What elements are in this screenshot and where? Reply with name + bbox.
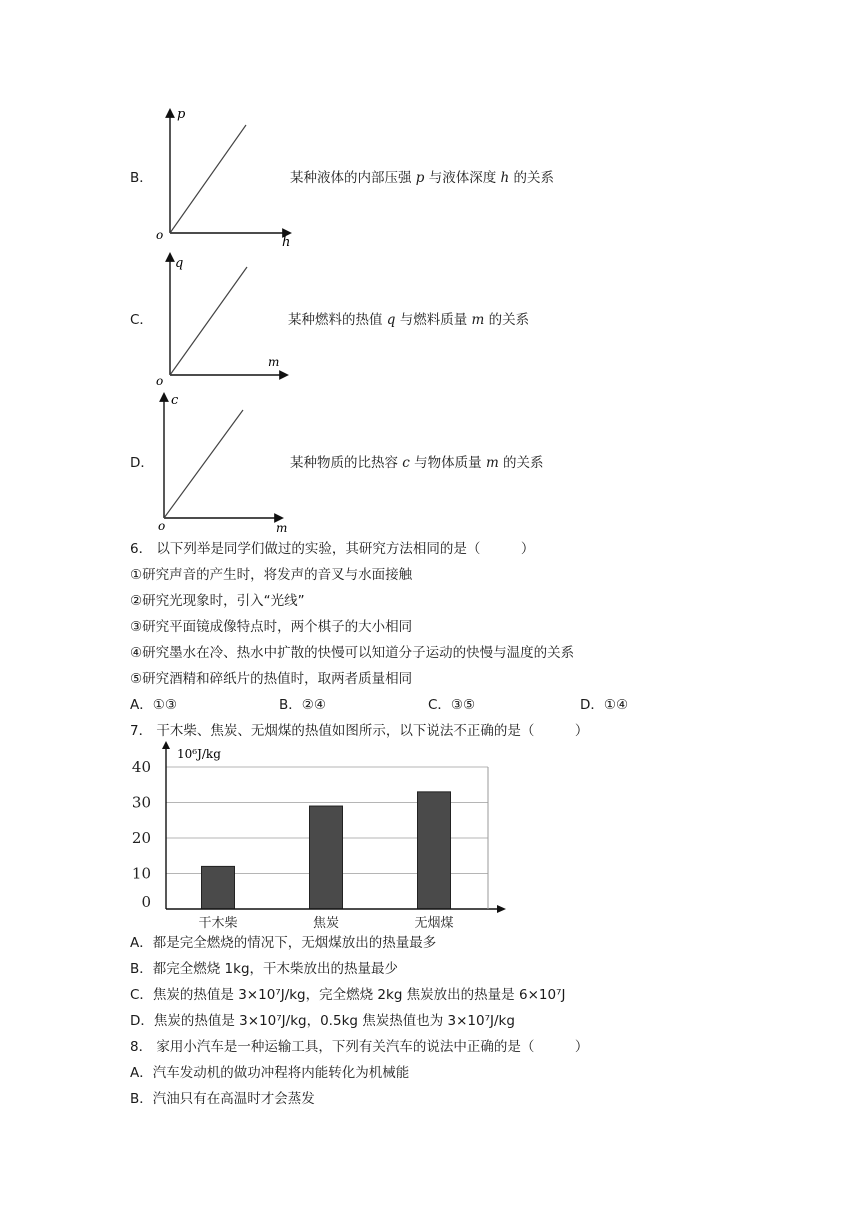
chart-y-tick-label: 20 — [131, 829, 151, 847]
chart-x-tick-label: 干木柴 — [198, 916, 238, 931]
chart-y-tick-label: 40 — [131, 758, 151, 776]
y-axis-label: c — [171, 393, 179, 408]
option-d-desc — [290, 454, 544, 472]
desc-text: 某种燃料的热值 — [288, 312, 387, 328]
y-axis-label: p — [177, 107, 186, 122]
chart-x-ticks — [198, 915, 453, 931]
chart-bars — [202, 792, 451, 909]
desc-text: 某种物质的比热容 — [290, 455, 403, 471]
option-b-letter: B． — [130, 170, 153, 186]
graph-b — [150, 100, 300, 250]
origin-label: o — [158, 519, 166, 533]
desc-var: h — [500, 170, 510, 186]
q6-item-5: ⑤研究酒精和碎纸片的热值时，取两者质量相同 — [130, 671, 413, 687]
option-d-letter: D． — [130, 455, 154, 471]
graph-c — [150, 245, 300, 395]
graph-line — [170, 267, 247, 375]
q8-option-a[interactable]: A．汽车发动机的做功冲程将内能转化为机械能 — [130, 1065, 410, 1081]
desc-var: q — [386, 312, 396, 328]
q7-option-c[interactable]: C．焦炭的热值是 3×10⁷J/kg，完全燃烧 2kg 焦炭放出的热量是 6×10⁷J — [130, 987, 566, 1003]
chart-bar — [310, 806, 343, 909]
q6-option-c[interactable]: C．③⑤ — [428, 697, 476, 713]
option-c-letter: C． — [130, 312, 153, 328]
x-axis-label: h — [282, 235, 291, 250]
desc-var: p — [415, 170, 425, 186]
q8-stem: 8． 家用小汽车是一种运输工具，下列有关汽车的说法中正确的是（ ） — [130, 1039, 589, 1055]
chart-y-tick-label: 30 — [131, 793, 151, 812]
x-axis-label: m — [268, 355, 280, 369]
q8-option-b[interactable]: B．汽油只有在高温时才会蒸发 — [130, 1091, 315, 1107]
heat-value-bar-chart — [125, 740, 515, 932]
q7-option-d[interactable]: D．焦炭的热值是 3×10⁷J/kg，0.5kg 焦炭热值也为 3×10⁷J/kg — [130, 1013, 515, 1029]
chart-bar — [418, 792, 451, 909]
x-axis-label: m — [276, 521, 288, 535]
q6-stem: 6． 以下列举是同学们做过的实验，其研究方法相同的是（ ） — [130, 541, 535, 557]
chart-y-ticks — [132, 758, 151, 911]
q6-item-3: ③研究平面镜成像特点时，两个棋子的大小相同 — [130, 619, 413, 635]
q6-option-a[interactable]: A．①③ — [130, 697, 177, 713]
q7-option-a[interactable]: A．都是完全燃烧的情况下，无烟煤放出的热量最多 — [130, 935, 437, 951]
desc-text: 与物体质量 — [409, 455, 486, 471]
chart-y-axis-arrow — [162, 741, 170, 749]
desc-text: 与燃料质量 — [395, 312, 472, 328]
chart-y-tick-label: 10 — [131, 864, 151, 883]
q7-stem: 7． 干木柴、焦炭、无烟煤的热值如图所示，以下说法不正确的是（ ） — [130, 723, 589, 739]
y-axis-label: q — [175, 256, 184, 271]
desc-var: c — [402, 455, 410, 471]
q6-item-2: ②研究光现象时，引入“光线” — [130, 593, 305, 609]
desc-text: 的关系 — [498, 455, 544, 471]
origin-label: o — [156, 228, 164, 242]
chart-bar — [202, 866, 235, 909]
option-b-desc — [290, 169, 554, 187]
graph-line — [170, 125, 246, 233]
q6-option-d[interactable]: D．①④ — [580, 697, 629, 713]
q6-option-b[interactable]: B．②④ — [279, 697, 326, 713]
desc-var: m — [471, 312, 485, 328]
chart-x-tick-label: 焦炭 — [312, 916, 340, 931]
graph-line — [164, 410, 243, 518]
desc-text: 与液体深度 — [424, 170, 501, 186]
graph-d — [150, 388, 300, 538]
desc-text: 的关系 — [484, 312, 530, 328]
q6-item-4: ④研究墨水在冷、热水中扩散的快慢可以知道分子运动的快慢与温度的关系 — [130, 645, 575, 661]
chart-x-axis-arrow — [497, 905, 506, 913]
q6-item-1: ①研究声音的产生时，将发声的音叉与水面接触 — [130, 567, 413, 583]
chart-y-tick-label: 0 — [141, 893, 151, 911]
chart-unit-label: 10⁶J/kg — [177, 747, 221, 761]
desc-text: 的关系 — [509, 170, 555, 186]
chart-x-tick-label: 无烟煤 — [414, 916, 454, 931]
origin-label: o — [156, 374, 164, 388]
desc-text: 某种液体的内部压强 — [290, 170, 416, 186]
q7-option-b[interactable]: B．都完全燃烧 1kg，干木柴放出的热量最少 — [130, 961, 399, 977]
desc-var: m — [485, 455, 499, 471]
option-c-desc — [288, 311, 529, 329]
